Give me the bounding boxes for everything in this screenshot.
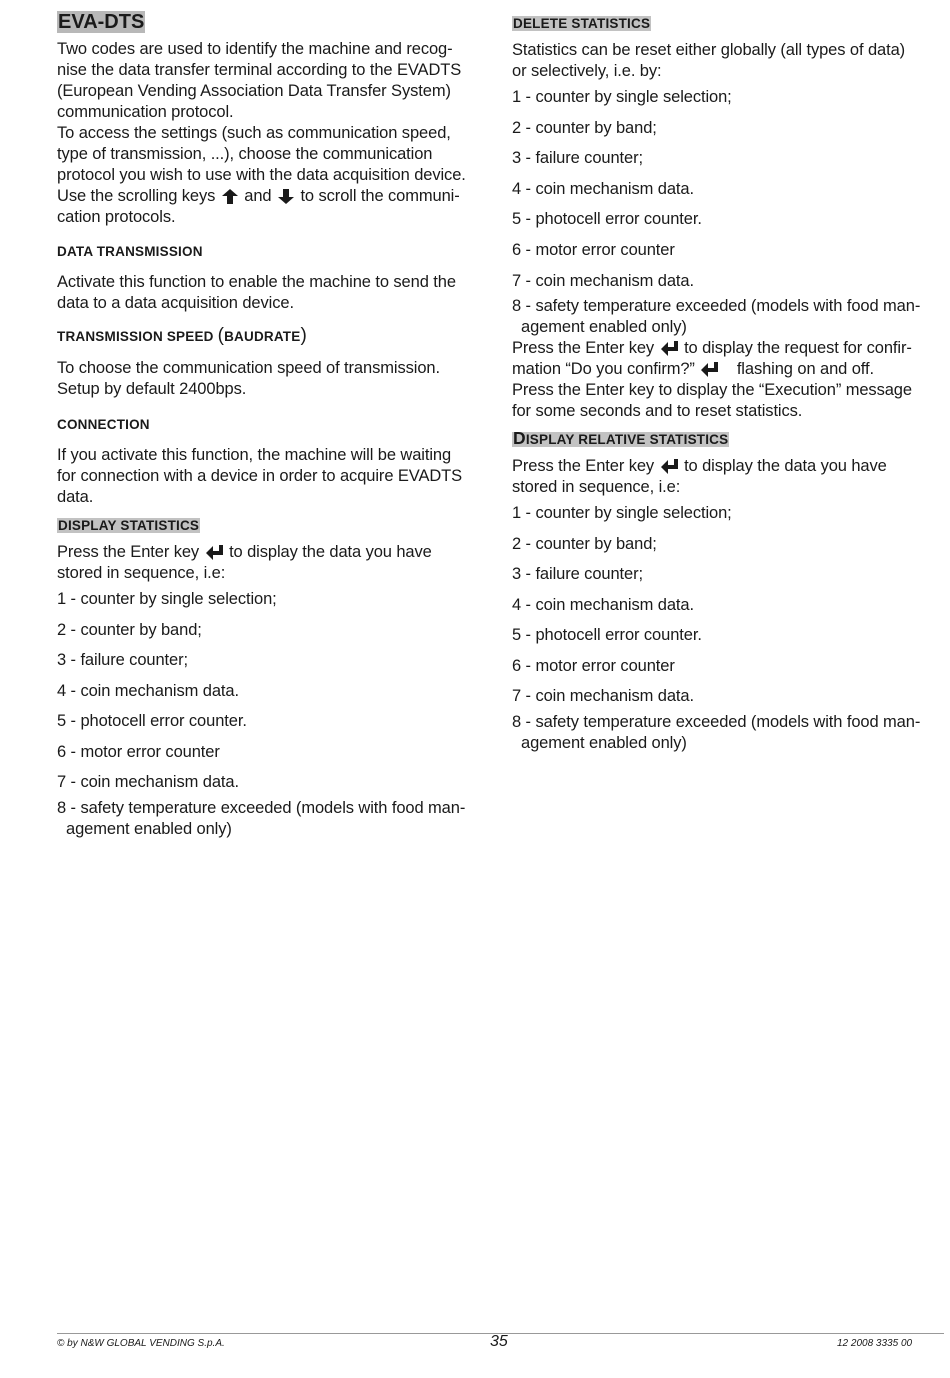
scroll-text-middle: and xyxy=(244,187,272,205)
heading-transmission-speed xyxy=(57,325,307,346)
intro-line: nise the data transfer terminal according to the EVADTS xyxy=(57,61,462,79)
list-item: 5 - photocell error counter. xyxy=(512,626,702,644)
heading-delete-statistics xyxy=(512,16,651,32)
list-item: 2 - counter by band; xyxy=(512,535,657,553)
intro-line: type of transmission, ...), choose the communication xyxy=(57,145,433,163)
connection-line: data. xyxy=(57,488,94,506)
list-item: 4 - coin mechanism data. xyxy=(512,180,694,198)
list-item: 1 - counter by single selection; xyxy=(57,590,277,608)
heading-part: BAUDRATE xyxy=(224,329,301,344)
heading-rest: ISPLAY RELATIVE STATISTICS xyxy=(525,432,729,447)
heading-connection: CONNECTION xyxy=(57,417,150,432)
list-item-continuation: agement enabled only) xyxy=(521,734,687,752)
confirm-text-after: to display the request for confir- xyxy=(684,339,912,357)
delete-line: Statistics can be reset either globally (all types of data) xyxy=(512,41,906,59)
heading-part: TRANSMISSION SPEED xyxy=(57,329,214,344)
list-item-continuation: agement enabled only) xyxy=(521,318,687,336)
scroll-text-before: Use the scrolling keys xyxy=(57,187,216,205)
data-transmission-line: data to a data acquisition device. xyxy=(57,294,294,312)
confirm-text-before: Press the Enter key xyxy=(512,339,655,357)
page-title: EVA-DTS xyxy=(58,11,145,33)
connection-line: for connection with a device in order to acquire EVADTS xyxy=(57,467,463,485)
heading-data-transmission: DATA TRANSMISSION xyxy=(57,244,203,259)
intro-line: To access the settings (such as communication speed, xyxy=(57,124,451,142)
transmission-speed-line: To choose the communication speed of transmission. xyxy=(57,359,440,377)
list-item: 5 - photocell error counter. xyxy=(512,210,702,228)
list-item: 3 - failure counter; xyxy=(512,565,643,583)
confirm2-text-after: flashing on and off. xyxy=(736,360,874,378)
list-item: 6 - motor error counter xyxy=(57,743,220,761)
list-item: 7 - coin mechanism data. xyxy=(512,272,694,290)
heading-text: DELETE STATISTICS xyxy=(513,16,651,31)
list-item: 3 - failure counter; xyxy=(512,149,643,167)
confirm2-text-before: mation “Do you confirm?” xyxy=(512,360,695,378)
delete-line: or selectively, i.e. by: xyxy=(512,62,662,80)
data-transmission-line: Activate this function to enable the machine to send the xyxy=(57,273,456,291)
footer-doc-code: 12 2008 3335 00 xyxy=(837,1338,913,1349)
scroll-keys-line-2: cation protocols. xyxy=(57,208,176,226)
list-item: 7 - coin mechanism data. xyxy=(512,687,694,705)
enter-text-before: Press the Enter key xyxy=(512,457,655,475)
intro-line: Two codes are used to identify the machine and recog- xyxy=(57,40,453,58)
intro-line: communication protocol. xyxy=(57,103,234,121)
heading-paren: ( xyxy=(217,325,225,346)
list-item: 6 - motor error counter xyxy=(512,657,675,675)
page-number: 35 xyxy=(490,1333,508,1350)
execution-line: for some seconds and to reset statistics. xyxy=(512,402,803,420)
heading-text xyxy=(512,428,729,448)
list-item: 8 - safety temperature exceeded (models with food man- xyxy=(57,799,466,817)
enter-text-after: to display the data you have xyxy=(229,543,432,561)
list-item: 6 - motor error counter xyxy=(512,241,675,259)
transmission-speed-line: Setup by default 2400bps. xyxy=(57,380,247,398)
scroll-text-after: to scroll the communi- xyxy=(300,187,460,205)
intro-line: (European Vending Association Data Transfer System) xyxy=(57,82,451,100)
up-arrow-icon xyxy=(222,189,238,210)
heading-paren: ) xyxy=(300,325,307,346)
enter-text-after: to display the data you have xyxy=(684,457,887,475)
list-item: 4 - coin mechanism data. xyxy=(57,682,239,700)
list-item: 2 - counter by band; xyxy=(512,119,657,137)
list-item-continuation: agement enabled only) xyxy=(66,820,232,838)
heading-cap: D xyxy=(513,428,526,448)
list-item: 2 - counter by band; xyxy=(57,621,202,639)
footer-copyright: © by N&W GLOBAL VENDING S.p.A. xyxy=(57,1338,225,1349)
heading-text: DISPLAY STATISTICS xyxy=(58,518,200,533)
enter-text-before: Press the Enter key xyxy=(57,543,200,561)
enter-key-line-2: stored in sequence, i.e: xyxy=(512,478,681,496)
intro-line: protocol you wish to use with the data acquisition device. xyxy=(57,166,466,184)
list-item: 8 - safety temperature exceeded (models with food man- xyxy=(512,297,921,315)
heading-display-statistics xyxy=(57,518,200,534)
list-item: 8 - safety temperature exceeded (models with food man- xyxy=(512,713,921,731)
down-arrow-icon xyxy=(278,189,294,210)
execution-line: Press the Enter key to display the “Execution” message xyxy=(512,381,912,399)
heading-display-relative-statistics xyxy=(512,430,729,448)
enter-key-line-2: stored in sequence, i.e: xyxy=(57,564,226,582)
list-item: 1 - counter by single selection; xyxy=(512,88,732,106)
list-item: 3 - failure counter; xyxy=(57,651,188,669)
list-item: 7 - coin mechanism data. xyxy=(57,773,239,791)
connection-line: If you activate this function, the machine will be waiting xyxy=(57,446,452,464)
list-item: 4 - coin mechanism data. xyxy=(512,596,694,614)
list-item: 5 - photocell error counter. xyxy=(57,712,247,730)
list-item: 1 - counter by single selection; xyxy=(512,504,732,522)
